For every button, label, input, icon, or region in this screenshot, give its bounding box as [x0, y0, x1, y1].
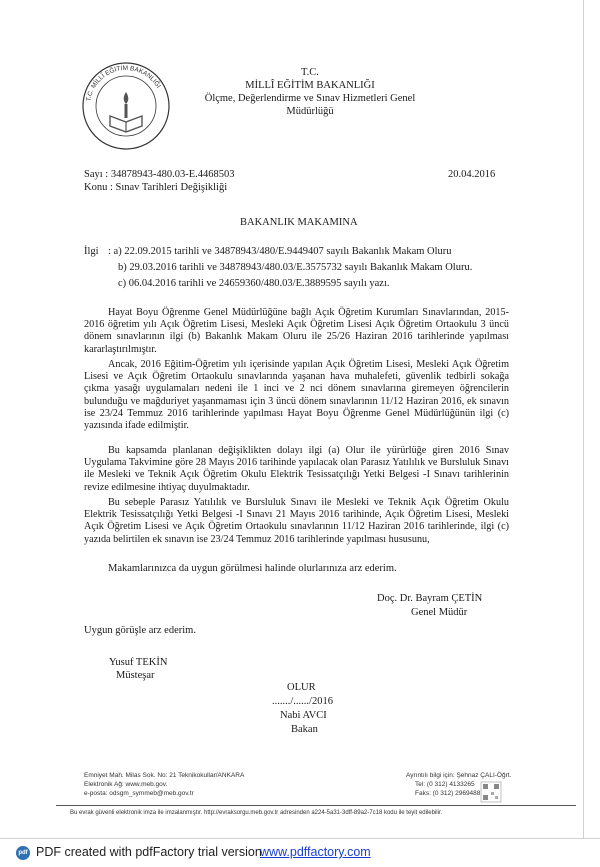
body-paragraph-4 — [84, 497, 509, 546]
advisor-name: Yusuf TEKİN — [109, 657, 168, 668]
minister-name: Nabi AVCI — [280, 710, 327, 721]
letterhead-directorate-2: Müdürlüğü — [286, 106, 334, 117]
page-edge — [583, 0, 584, 838]
footer-address: Emniyet Mah. Milas Sok. No: 21 Teknikokullar/ANKARA — [84, 772, 245, 779]
letterhead-tc: T.C. — [301, 67, 319, 78]
paragraph-text: Hayat Boyu Öğrenme Genel Müdürlüğüne bağlı Açık Öğretim Kurumları Sınavlarından, 2015-2016 öğretim yılı Açık Öğretim Lisesi, Mesleki Açık Öğretim Lisesi Açık Öğretim Ortaokulu 3 üncü dönem sınavlarının ilgi (b) Bakanlık Makam Oluru ile 25/26 Haziran 2016 tarihlerinde yapılması kararlaştırılmıştır. — [84, 307, 509, 355]
document-subject: Konu : Sınav Tarihleri Değişikliği — [84, 182, 228, 193]
body-paragraph-1 — [84, 307, 509, 356]
document-date: 20.04.2016 — [448, 169, 496, 180]
approval-note: Uygun görüşle arz ederim. — [84, 625, 196, 636]
body-paragraph-5: Makamlarınızca da uygun görülmesi halinde olurlarınıza arz ederim. — [108, 563, 397, 574]
pdf-icon: pdf — [16, 846, 30, 860]
body-paragraph-2 — [84, 359, 509, 432]
olur-date: ......./....../2016 — [272, 696, 333, 707]
body-paragraph-3 — [84, 445, 509, 494]
signatory-title: Genel Müdür — [411, 607, 468, 618]
footer-divider — [56, 805, 576, 806]
pdf-bar-text: PDF created with pdfFactory trial version — [36, 845, 262, 859]
recipient-heading: BAKANLIK MAKAMINA — [240, 217, 358, 228]
paragraph-text: Bu kapsamda planlanan değişiklikten dolayı ilgi (a) Olur ile yürürlüğe giren 2016 Sınav Uygulama Takvimine göre 28 Mayıs 2016 tarihinde yapılacak olan Parasız Yatılılık ve Bursluluk Sınavı ile Mesleki ve Teknik Açık Öğretim Okulu Elektrik Tesissatçılığı Yetki Belgesi -I Sınavı tarihlerinin revize edilmesine ihtiyaç duyulmaktadır. — [84, 445, 509, 493]
footer-web: Elektronik Ağ: www.meb.gov. — [84, 781, 168, 788]
olur-label: OLUR — [287, 682, 316, 693]
letterhead-directorate: Ölçme, Değerlendirme ve Sınav Hizmetleri Genel — [204, 93, 416, 104]
pdf-factory-bar — [0, 840, 600, 867]
footer-verification: Bu evrak güvenli elektronik imza ile imzalanmıştır. http://evraksorgu.meb.gov.tr adresinden a224-5a31-3dff-89a2-7c18 kodu ile teyit edilebilir. — [70, 810, 443, 816]
reference-b: b) 29.03.2016 tarihli ve 34878943/480.03/E.3575732 sayılı Bakanlık Makam Oluru. — [118, 262, 473, 273]
paragraph-text: Bu sebeple Parasız Yatılılık ve Bursluluk Sınavı ile Mesleki ve Teknik Açık Öğretim Okulu Elektrik Tesissatçılığı Yetki Belgesi -I Sınavı 21 Mayıs 2016 tarihinde, Açık Öğretim Lisesi, Mesleki Açık Öğretim Lisesi ve Açık Öğretim Ortaokulu sınavlarının 11/12 Haziran 2016 tarihlerinde, ilgi (c) yazıda belirtilen ek sınavın ise 23/24 Temmuz 2016 tarihlerinde yapılması hususunu, — [84, 497, 509, 545]
reference-label: İlgi — [84, 246, 99, 257]
svg-text:T.C. MİLLÎ EĞİTİM BAKANLIĞI: T.C. MİLLÎ EĞİTİM BAKANLIĞI — [85, 64, 162, 102]
qr-code-icon — [480, 781, 502, 803]
minister-title: Bakan — [291, 724, 318, 735]
document-number: Sayı : 34878943-480.03-E.4468503 — [84, 169, 235, 180]
reference-c: c) 06.04.2016 tarihli ve 24659360/480.03/E.3889595 sayılı yazı. — [118, 278, 390, 289]
signatory-name: Doç. Dr. Bayram ÇETİN — [377, 593, 483, 604]
paragraph-text: Ancak, 2016 Eğitim-Öğretim yılı içerisinde yapılan Açık Öğretim Lisesi, Mesleki Açık Öğretim Lisesi ve Açık Öğretim Ortaokulu sınavlarında yaşanan hava muhalefeti, güvenlik tedbirli sokağa çıkma yasağı uygulamaları nedeni ile 1 inci ve 2 nci dönem sınavlarına giremeyen öğrencilerin bulunduğu ve mağduriyet yaşanmaması için 3 üncü dönem sınavlarının 11/12 Haziran 2016, ek sınavın ise 23/24 Temmuz 2016 tarihlerinde yapılması Hayat Boyu Öğrenme Genel Müdürlüğünün ilgi (c) yazısında ifade edilmiştir. — [84, 359, 509, 432]
page-bottom-edge — [0, 838, 600, 839]
pdffactory-link[interactable]: www.pdffactory.com — [260, 845, 371, 859]
advisor-title: Müsteşar — [116, 670, 155, 681]
footer-email: e-posta: odsgm_symmeb@meb.gov.tr — [84, 790, 194, 797]
footer-fax: Faks: (0 312) 2969488 — [415, 790, 481, 797]
letterhead-ministry: MİLLÎ EĞİTİM BAKANLIĞI — [245, 80, 375, 91]
footer-contact-person: Ayrıntılı bilgi için: Şehnaz ÇALI-Öğrt. — [406, 772, 512, 779]
reference-a: : a) 22.09.2015 tarihli ve 34878943/480/E.9449407 sayılı Bakanlık Makam Oluru — [108, 246, 452, 257]
footer-phone: Tel: (0 312) 4133265 — [415, 781, 475, 788]
